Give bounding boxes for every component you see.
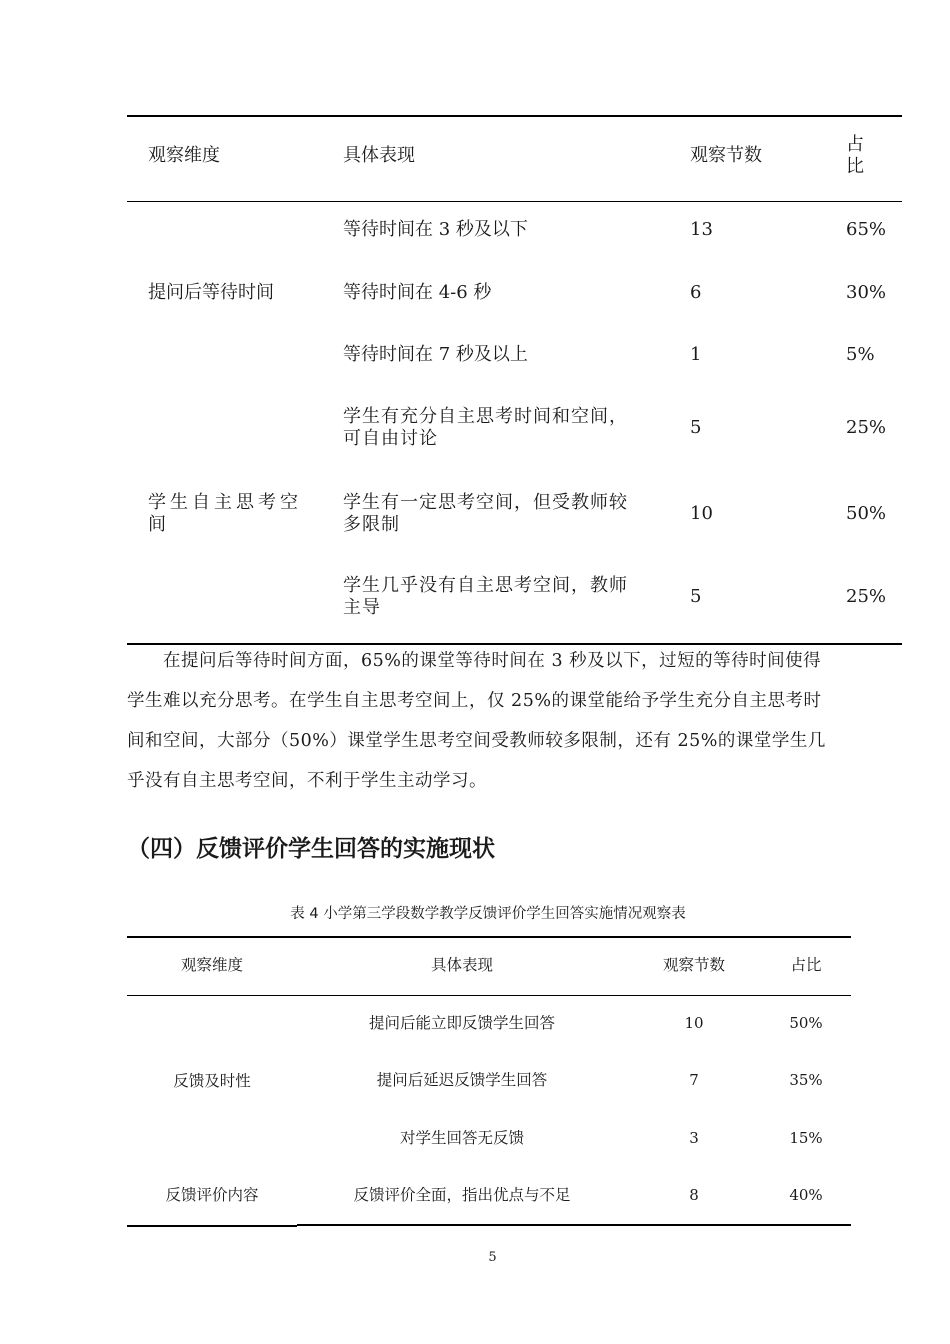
table-row: 等待时间在 3 秒及以下 [343, 219, 528, 240]
table-row: 25% [846, 586, 887, 607]
table-caption: 表 4 小学第三学段数学教学反馈评价学生回答实施情况观察表 [290, 906, 686, 922]
table-bottom-rule [127, 1225, 297, 1227]
row-dimension: 反馈及时性 [173, 1072, 251, 1090]
table-row: 50% [789, 1014, 823, 1032]
table-row: 40% [789, 1186, 823, 1204]
paragraph-line: 在提问后等待时间方面，65%的课堂等待时间在 3 秒及以下，过短的等待时间使得 [163, 651, 822, 671]
page-number: 5 [488, 1250, 497, 1265]
table-row: 对学生回答无反馈 [399, 1129, 524, 1147]
table-row: 学生几乎没有自主思考空间，教师 主导 [343, 575, 628, 618]
table-row: 6 [690, 282, 702, 303]
header-percent: 占 比 [846, 134, 864, 177]
table-row: 等待时间在 4-6 秒 [343, 282, 492, 303]
header-description: 具体表现 [343, 145, 415, 166]
table-row: 10 [684, 1014, 704, 1032]
header-description: 具体表现 [430, 956, 493, 974]
table-header-rule [127, 995, 851, 996]
header-dimension: 观察维度 [180, 956, 243, 974]
table-top-rule [127, 936, 851, 938]
table-row: 25% [846, 417, 887, 438]
paragraph-line: 乎没有自主思考空间，不利于学生主动学习。 [127, 771, 487, 791]
row-dimension: 学生自主思考空 间 [148, 492, 302, 535]
table-row: 提问后能立即反馈学生回答 [368, 1014, 555, 1032]
paragraph-line: 学生难以充分思考。在学生自主思考空间上，仅 25%的课堂能给予学生充分自主思考时 [127, 691, 822, 711]
table-row: 学生有一定思考空间，但受教师较 多限制 [343, 492, 628, 535]
table-row: 10 [690, 503, 713, 524]
table-row: 50% [846, 503, 887, 524]
table-row: 65% [846, 219, 887, 240]
section-heading: （四）反馈评价学生回答的实施现状 [127, 836, 495, 862]
table-row: 5 [690, 417, 702, 438]
table-bottom-rule [297, 1224, 851, 1226]
table-row: 1 [690, 344, 702, 365]
table-row: 3 [689, 1129, 699, 1147]
table-row: 7 [689, 1071, 699, 1089]
header-count: 观察节数 [690, 145, 762, 166]
table-row: 30% [846, 282, 887, 303]
table-header-rule [127, 201, 902, 202]
table-row: 13 [690, 219, 713, 240]
table-row: 5 [690, 586, 702, 607]
table-top-rule [127, 115, 902, 117]
table-row: 15% [789, 1129, 823, 1147]
row-dimension: 提问后等待时间 [148, 282, 274, 303]
header-dimension: 观察维度 [148, 145, 220, 166]
table-row: 8 [689, 1186, 699, 1204]
table-row: 反馈评价全面，指出优点与不足 [353, 1186, 571, 1204]
row-dimension: 反馈评价内容 [165, 1186, 259, 1204]
header-percent: 占比 [790, 956, 822, 974]
table-row: 学生有充分自主思考时间和空间， 可自由讨论 [343, 406, 628, 449]
table-row: 5% [846, 344, 875, 365]
table-row: 35% [789, 1071, 823, 1089]
header-count: 观察节数 [662, 956, 725, 974]
table-row: 等待时间在 7 秒及以上 [343, 344, 528, 365]
table-row: 提问后延迟反馈学生回答 [376, 1071, 548, 1089]
paragraph-line: 间和空间，大部分（50%）课堂学生思考空间受教师较多限制，还有 25%的课堂学生几 [127, 731, 826, 751]
